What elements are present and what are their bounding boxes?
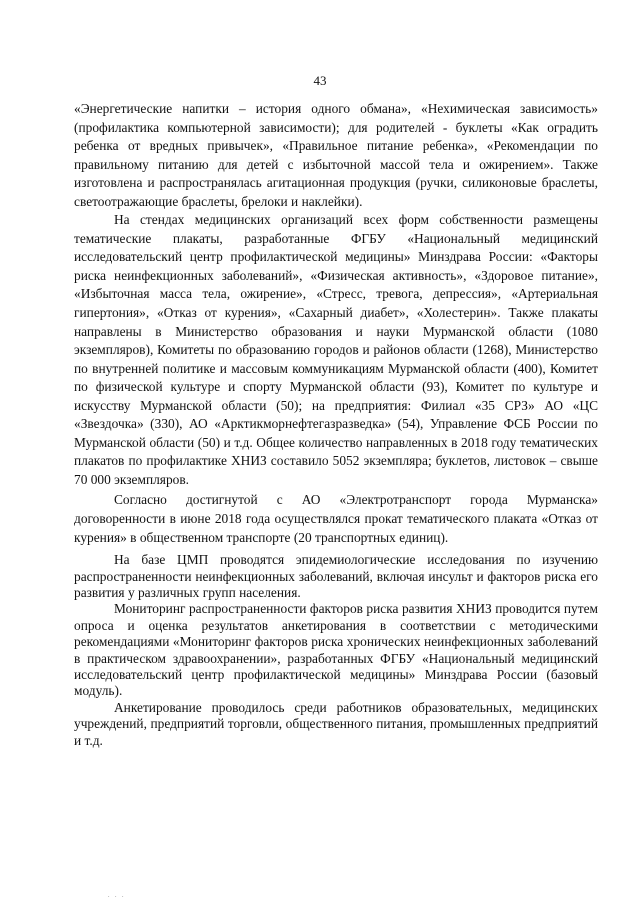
paragraph-materials-list: «Энергетические напитки – история одного обмана», «Нехимическая зависимость» (профилактика компьютерной зависимости); для родителей - буклеты «Как оградить ребенка от вредных привычек», «Правильное питание ребенка», «Рекомендации по правильному питанию для детей с избыточной массой тела и ожирением». Также изготовлена и распространялась агитационная продукция (ручки, силиконовые браслеты, светоотражающие браслеты, брелоки и наклейки). [74,101,598,209]
scan-artifact: . . . [108,893,126,899]
paragraph-epidemiological-research: На базе ЦМП проводятся эпидемиологические исследования по изучению распространенности неинфекционных заболеваний, включая инсульт и факторов риска его развития у различных групп населения. [74,552,598,600]
document-body [74,100,598,749]
paragraph-posters-distribution: На стендах медицинских организаций всех форм собственности размещены тематические плакаты, разработанные ФГБУ «Национальный медицинский исследовательский центр профилактической медицины» Минздрава России: «Факторы риска неинфекционных заболеваний», «Физическая активность», «Здоровое питание», «Избыточная масса тела, ожирение», «Стресс, тревога, депрессия», «Артериальная гипертония», «Отказ от курения», «Сахарный диабет», «Холестерин». Также плакаты направлены в Министерство образования и науки Мурманской области (1080 экземпляров), Комитеты по образованию городов и районов области (1268), Министерство по внутренней политике и массовым коммуникациям Мурманской области (400), Комитет по физической культуре и спорту Мурманской области (93), Комитет по культуре и искусству Мурманской области (50); на предприятия: Филиал «35 СРЗ» АО «ЦС «Звездочка» (330), АО «Арктикморнефтегазразведка» (54), Управление ФСБ России по Мурманской области (50) и т.д. Общее количество направленных в 2018 году тематических плакатов по профилактике ХНИЗ составило 5052 экземпляра; буклетов, листовок – свыше 70 000 экземпляров. [74,212,598,487]
paragraph-risk-monitoring: Мониторинг распространенности факторов риска развития ХНИЗ проводится путем опроса и оценка результатов анкетирования в соответствии с методическими рекомендациями «Мониторинг факторов риска хронических неинфекционных заболеваний в практическом здравоохранении», разработанных ФГБУ «Национальный медицинский исследовательский центр профилактической медицины» Минздрава России (базовый модуль). [74,601,598,699]
paragraph-transport-agreement: Согласно достигнутой с АО «Электротранспорт города Мурманска» договоренности в июне 2018 года осуществлялся прокат тематического плаката «Отказ от курения» в общественном транспорте (20 транспортных единиц). [74,492,598,545]
paragraph-survey-participants: Анкетирование проводилось среди работников образовательных, медицинских учреждений, предприятий торговли, общественного питания, промышленных предприятий и т.д. [74,699,598,748]
page-number: 43 [313,73,327,88]
